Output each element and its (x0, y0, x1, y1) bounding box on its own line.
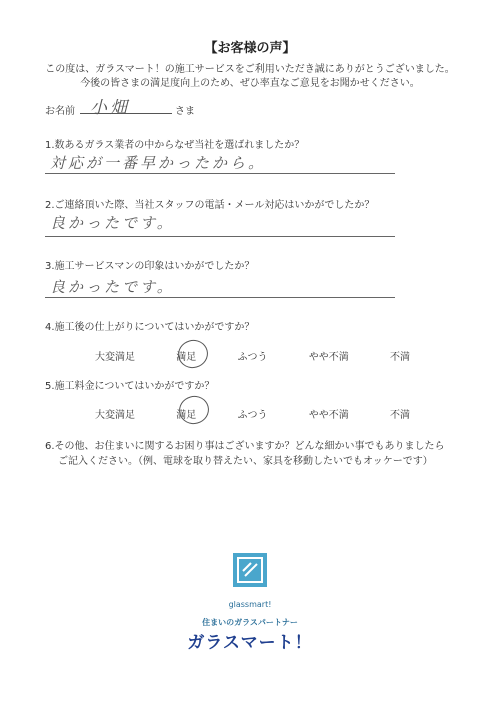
name-handwritten: 小畑 (90, 98, 130, 118)
answer-2-line (45, 236, 395, 237)
logo-tagline: 住まいのガラスパートナー (202, 618, 298, 627)
q5-option-dissatisfied: 不満 (390, 410, 410, 421)
question-2: 2.ご連絡頂いた際、当社スタッフの電話・メール対応はいかがでしたか？ (45, 200, 375, 211)
q4-selection-circle (175, 337, 211, 372)
q4-option-neutral: ふつう (237, 352, 268, 363)
page-title: 【お客様の声】 (204, 41, 296, 56)
answer-3-handwritten: 良かったです。 (50, 278, 175, 296)
question-1: 1.数あるガラス業者の中からなぜ当社を選ばれましたか？ (45, 140, 305, 151)
q5-selection-circle (176, 393, 212, 428)
q5-option-somewhat-dissatisfied: やや不満 (308, 410, 349, 421)
q4-option-satisfied: 満足 (176, 352, 197, 363)
answer-1-handwritten: 対応が一番早かったから。 (50, 154, 267, 172)
logo-wordmark: glassmart! (228, 600, 272, 609)
q4-option-dissatisfied: 不満 (390, 352, 410, 363)
question-5: 5.施工料金についてはいかがですか？ (45, 381, 215, 392)
logo-name: ガラスマート！ (187, 633, 313, 653)
intro-line-1: この度は、ガラスマート！の施工サービスをご利用いただき誠にありがとうございました。 (45, 64, 455, 75)
name-label: お名前 (45, 106, 75, 117)
q5-option-very-satisfied: 大変満足 (95, 410, 135, 421)
q5-option-neutral: ふつう (237, 410, 268, 421)
glassmart-logo-icon (233, 553, 267, 587)
question-5-options (95, 406, 410, 421)
question-4: 4.施工後の仕上がりについてはいかがですか？ (45, 322, 255, 333)
answer-1-line (45, 173, 395, 174)
question-6-continued: ご記入ください。（例、電球を取り替えたい、家具を移動したいでもオッケーです） (58, 456, 433, 467)
question-6: 6.その他、お住まいに関するお困り事はございますか？どんな細かい事でもありましたら (45, 441, 445, 452)
question-4-options (95, 348, 410, 363)
intro-line-2: 今後の皆さまの満足度向上のため、ぜひ率直なご意見をお聞かせください。 (80, 78, 420, 89)
answer-2-handwritten: 良かったです。 (50, 214, 175, 232)
question-3: 3.施工サービスマンの印象はいかがでしたか？ (45, 261, 255, 272)
answer-3-line (45, 297, 395, 298)
q5-option-satisfied: 満足 (176, 410, 197, 421)
q4-option-somewhat-dissatisfied: やや不満 (308, 352, 349, 363)
q4-option-very-satisfied: 大変満足 (95, 352, 135, 363)
name-suffix: さま (175, 106, 195, 117)
